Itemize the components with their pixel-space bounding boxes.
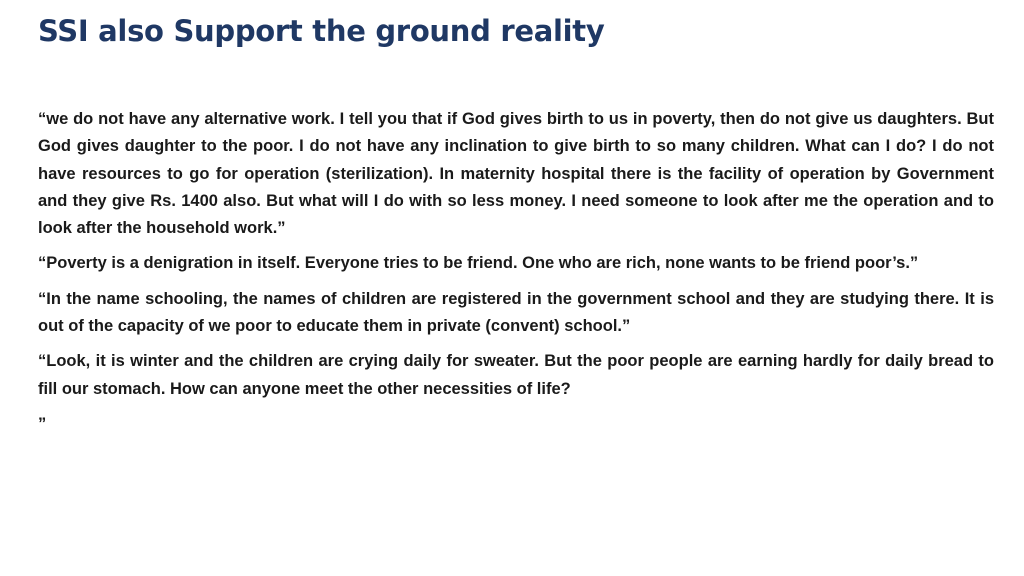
quote-paragraph: “Poverty is a denigration in itself. Everyone tries to be friend. One who are rich, none wants to be friend poor’s.” [38,254,919,273]
quote-paragraph: “Look, it is winter and the children are crying daily for sweater. But the poor people are earning hardly for daily bread to fill our stomach. How can anyone meet the other necessities of life? [38,352,994,398]
quote-paragraph: “In the name schooling, the names of children are registered in the government school and they are studying there. It is out of the capacity of we poor to educate them in private (convent) school.” [38,289,994,336]
slide-title: SSI also Support the ground reality [38,14,605,48]
closing-quote-mark: ” [38,414,47,433]
quote-paragraph: “we do not have any alternative work. I tell you that if God gives birth to us in poverty, then do not give us daughters. But God gives daughter to the poor. I do not have any inclination to give birth to so many children. What can I do? I do not have resources to go for operation (sterilization). In maternity hospital there is the facility of operation by Government and they give Rs. 1400 also. But what will I do with so less money. I need someone to look after me the operation and to look after the household work.” [38,110,994,238]
quote-list [38,106,994,438]
